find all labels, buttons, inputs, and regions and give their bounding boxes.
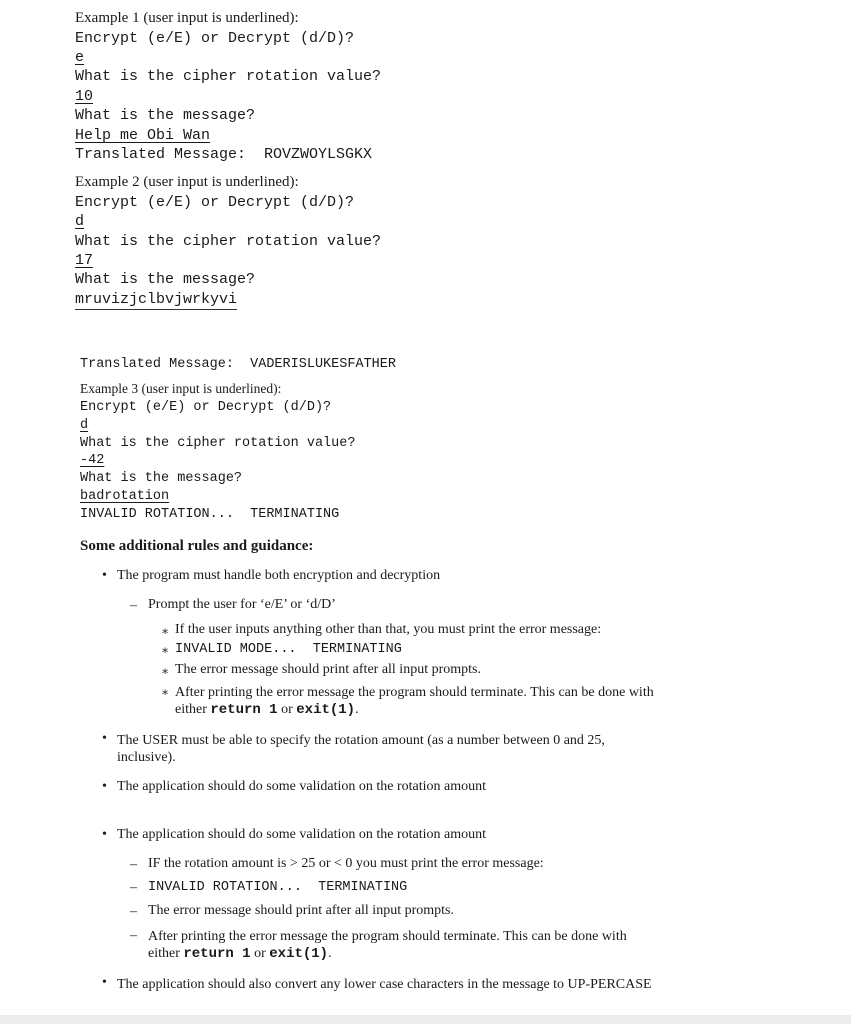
example2-input-mode: d	[75, 213, 85, 230]
rule-4-sub-4-or: or	[250, 946, 270, 961]
example1-prompt-mode: Encrypt (e/E) or Decrypt (d/D)?	[75, 30, 355, 47]
example2-result: Translated Message: VADERISLUKESFATHER	[80, 357, 396, 372]
dash-marker: –	[130, 857, 137, 872]
code-exit-1: exit(1)	[296, 702, 356, 718]
example2-prompt-rotation: What is the cipher rotation value?	[75, 233, 382, 250]
example2-input-message: mruvizjclbvjwrkyvi	[75, 291, 238, 308]
rules-heading: Some additional rules and guidance:	[80, 538, 314, 554]
example3-prompt-mode: Encrypt (e/E) or Decrypt (d/D)?	[80, 400, 332, 415]
example1-prompt-message: What is the message?	[75, 107, 256, 124]
bullet-dot: •	[102, 975, 107, 990]
example3-title: Example 3 (user input is underlined):	[80, 381, 282, 396]
rule-1-sub-item-4-text: After printing the error message the program should terminate. This can be done with either	[175, 685, 654, 717]
example1-input-rotation: 10	[75, 88, 94, 105]
dash-marker: –	[130, 598, 137, 613]
example1-prompt-rotation: What is the cipher rotation value?	[75, 68, 382, 85]
rule-1: The program must handle both encryption and decryption	[117, 568, 441, 583]
rule-4-sub-1: IF the rotation amount is > 25 or < 0 you must print the error message:	[148, 856, 544, 871]
example1-input-mode: e	[75, 49, 85, 66]
asterisk-marker: ∗	[161, 685, 170, 699]
code-return-1: return 1	[183, 946, 251, 962]
bullet-dot: •	[102, 779, 107, 794]
example2-input-rotation: 17	[75, 252, 94, 269]
rule-4-sub-4	[148, 928, 658, 963]
code-exit-1: exit(1)	[269, 946, 329, 962]
dash-marker: –	[130, 880, 137, 895]
example2-prompt-mode: Encrypt (e/E) or Decrypt (d/D)?	[75, 194, 355, 211]
rule-5: The application should also convert any lower case characters in the message to UP-PERCASE	[117, 977, 652, 992]
rule-1-sub: Prompt the user for ‘e/E’ or ‘d/D’	[148, 597, 336, 612]
example3-prompt-rotation: What is the cipher rotation value?	[80, 436, 356, 451]
rule-1-sub-item-2: INVALID MODE... TERMINATING	[175, 642, 402, 657]
rule-1-sub-item-4-or: or	[277, 702, 297, 717]
rule-4-sub-3: The error message should print after all input prompts.	[148, 903, 454, 918]
rule-4-sub-4-text: After printing the error message the program should terminate. This can be done with either	[148, 929, 627, 961]
asterisk-marker: ∗	[161, 643, 170, 657]
asterisk-marker: ∗	[161, 664, 170, 678]
example1-title: Example 1 (user input is underlined):	[75, 10, 299, 26]
example3-prompt-message: What is the message?	[80, 471, 243, 486]
rule-1-sub-item-4-end: .	[355, 702, 359, 717]
rule-1-sub-item-4	[175, 684, 657, 719]
asterisk-marker: ∗	[161, 624, 170, 638]
bullet-dot: •	[102, 568, 107, 583]
dash-marker: –	[130, 928, 137, 943]
bullet-dot: •	[102, 827, 107, 842]
rule-4-sub-2: INVALID ROTATION... TERMINATING	[148, 880, 408, 895]
example3-input-message: badrotation	[80, 489, 170, 504]
bullet-dot: •	[102, 731, 107, 746]
rule-1-sub-item-3: The error message should print after all input prompts.	[175, 662, 481, 677]
rule-4: The application should do some validation on the rotation amount	[117, 827, 486, 842]
example1-result: Translated Message: ROVZWOYLSGKX	[75, 146, 373, 163]
rule-2: The USER must be able to specify the rotation amount (as a number between 0 and 25, inclusive).	[117, 733, 605, 765]
example2-prompt-message: What is the message?	[75, 271, 256, 288]
example3-input-rotation: -42	[80, 453, 105, 468]
example2-title: Example 2 (user input is underlined):	[75, 174, 299, 190]
code-return-1: return 1	[210, 702, 278, 718]
rule-4-sub-4-end: .	[328, 946, 332, 961]
rule-3: The application should do some validation on the rotation amount	[117, 779, 486, 794]
example1-input-message: Help me Obi Wan	[75, 127, 211, 144]
rule-1-sub-item-1: If the user inputs anything other than that, you must print the error message:	[175, 622, 602, 637]
page-bottom-edge	[0, 1015, 851, 1024]
example3-input-mode: d	[80, 418, 89, 433]
dash-marker: –	[130, 904, 137, 919]
example3-result: INVALID ROTATION... TERMINATING	[80, 507, 340, 522]
